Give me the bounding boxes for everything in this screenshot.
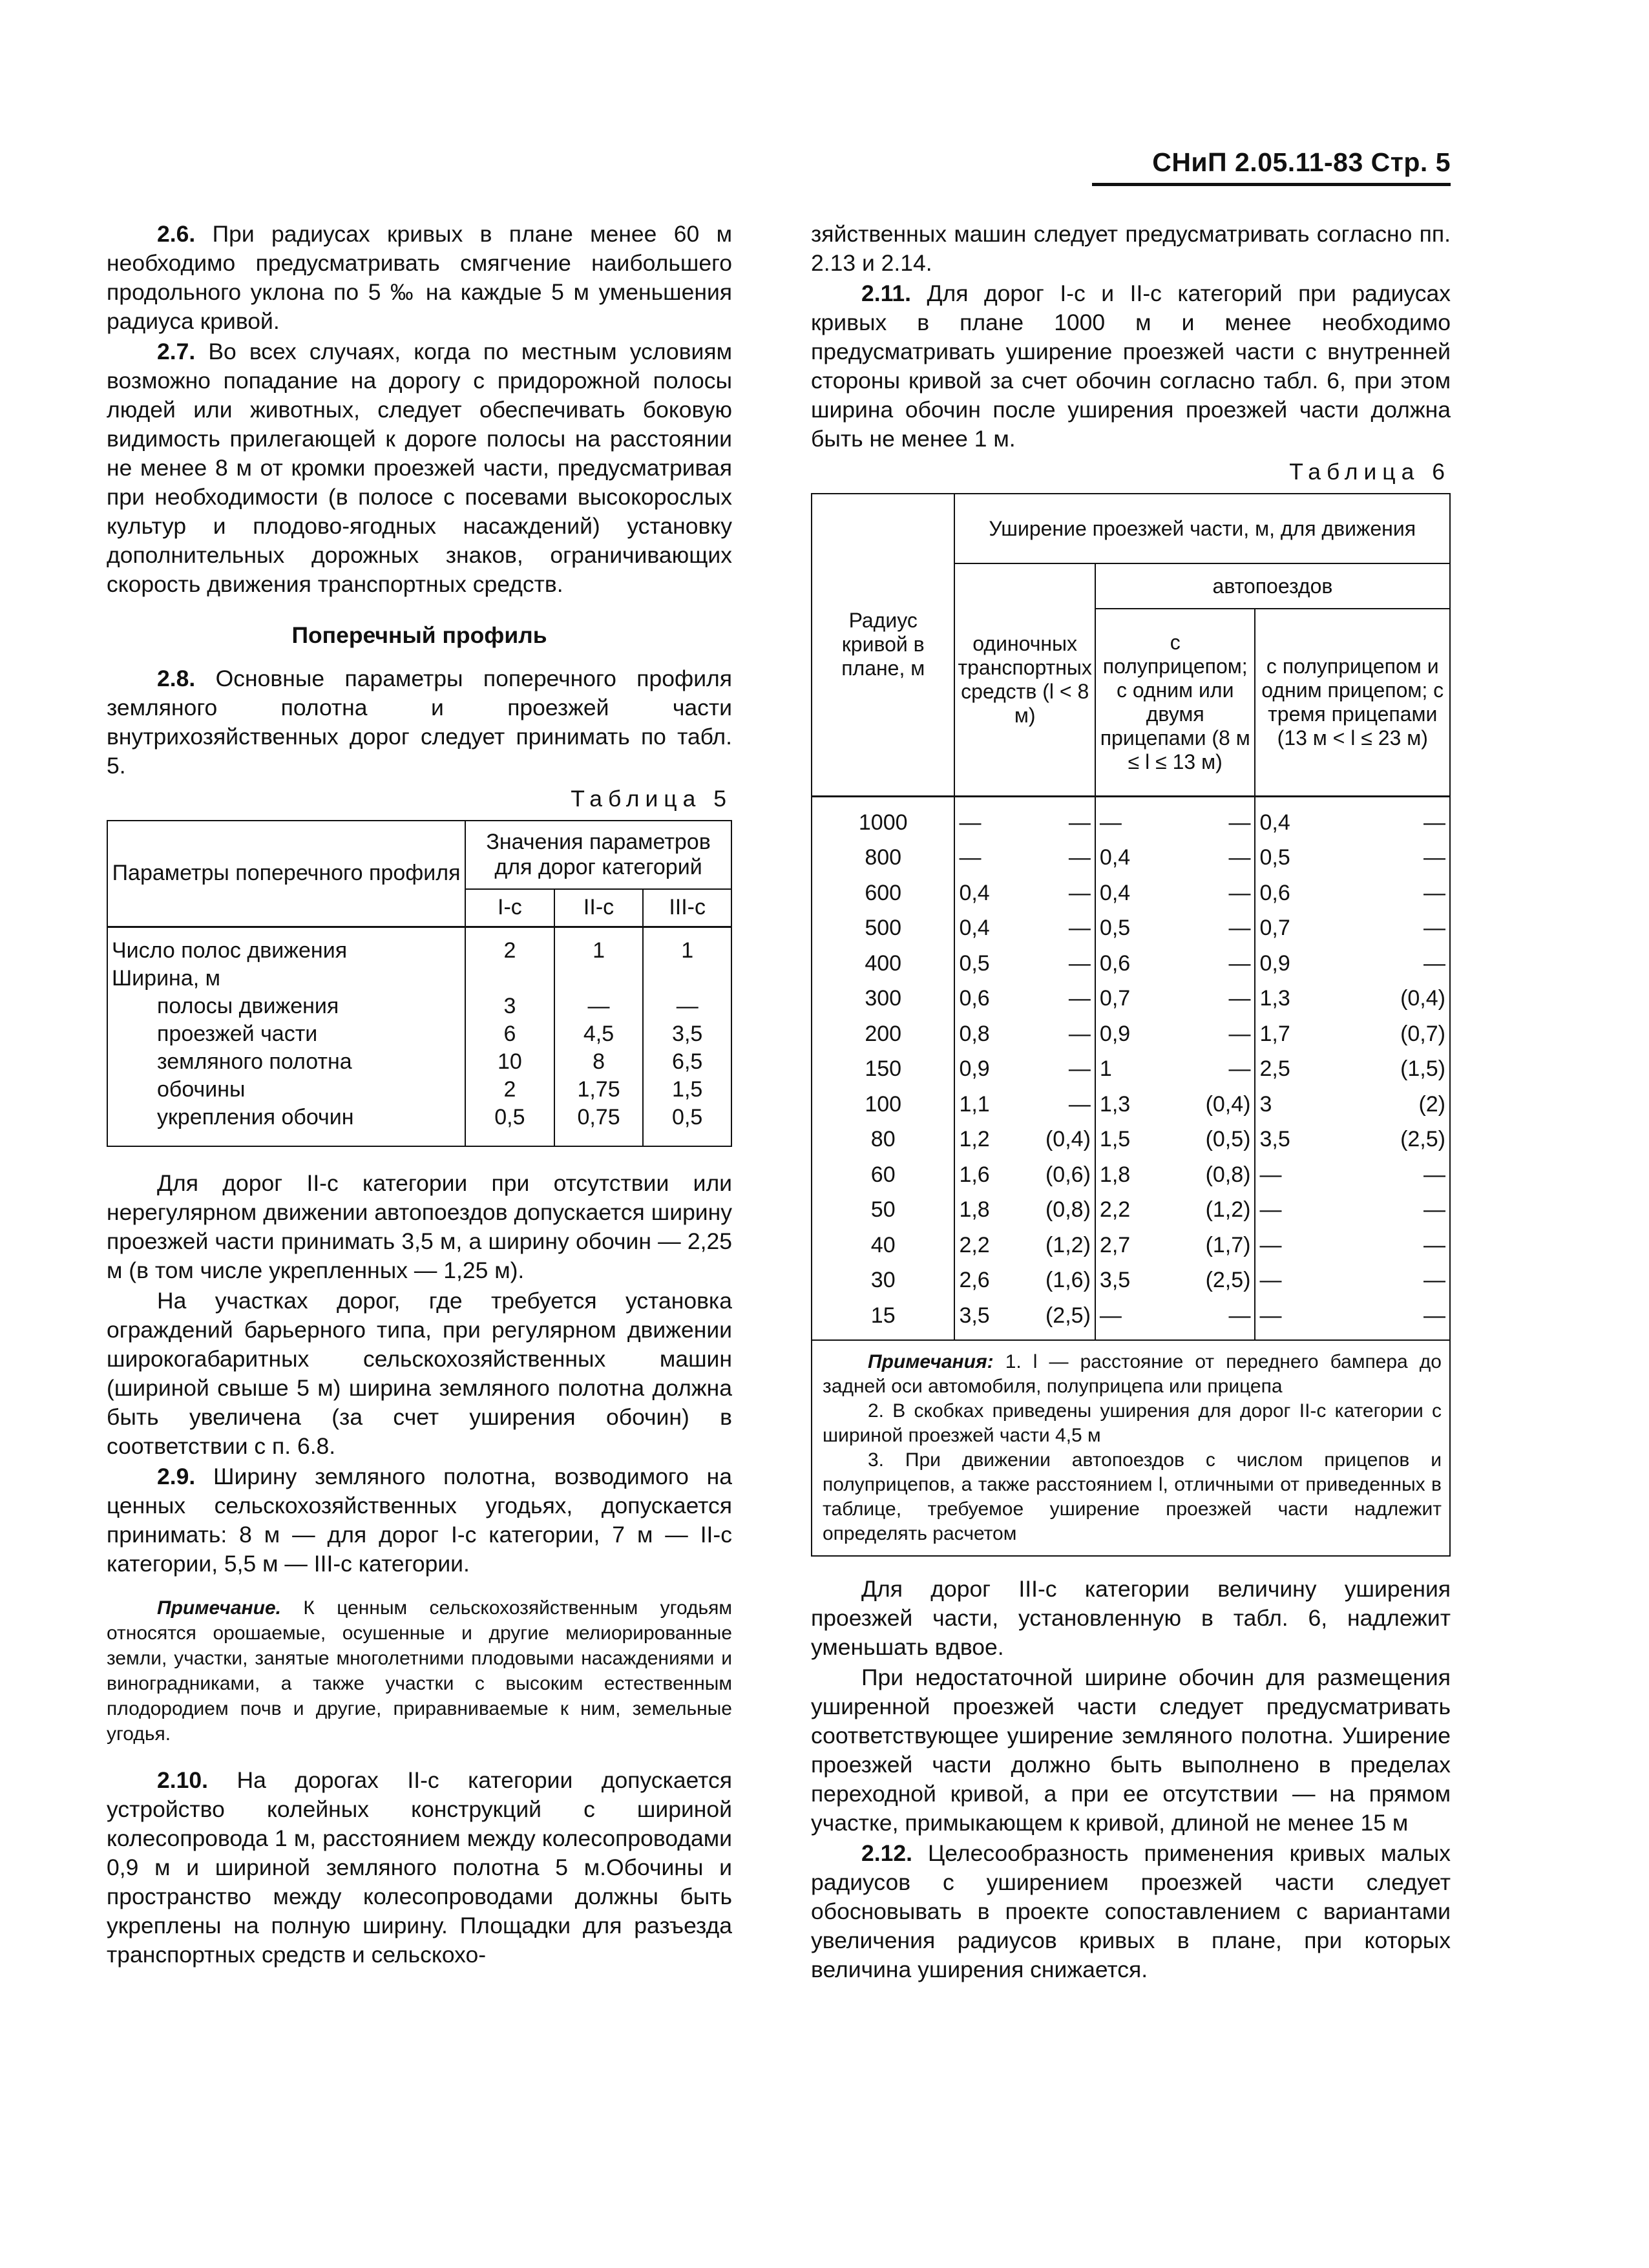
- table-5-value: 2: [503, 1076, 516, 1102]
- table-6-widening-pair: [1259, 1122, 1445, 1157]
- table-6-widening-value-alt: —: [1068, 950, 1091, 976]
- table-5-value: 8: [593, 1049, 605, 1074]
- table-6-widening-value-alt: —: [1423, 880, 1445, 905]
- table-6-widening-pair: [1100, 805, 1251, 841]
- paragraph-2-12: 2.12. Целесообразность применения кривых малых радиусов с уширением проезжей части следует обосновывать в проекте сопоставлением с вариантами увеличения радиусов кривых в плане, при которых величина уширения снижается.: [811, 1840, 1451, 1982]
- table-5-category: III-с: [643, 889, 731, 927]
- table-6-widening-pair: [1259, 1157, 1445, 1193]
- table-6-radius-value: 50: [870, 1197, 896, 1222]
- table-6-widening-pair: [959, 981, 1090, 1016]
- table-6-widening-pair: [1100, 1263, 1251, 1298]
- table-6-widening-value: 2,7: [1099, 1232, 1131, 1257]
- table-6-widening-value: —: [1259, 1303, 1282, 1328]
- clause-number: 2.10.: [157, 1767, 208, 1793]
- table-6-widening-pair: [959, 1016, 1090, 1052]
- table-6-widening-value: —: [1259, 1197, 1282, 1222]
- table-6-widening-value: 1,8: [1099, 1162, 1131, 1187]
- table-6-widening-value-alt: —: [1423, 1162, 1445, 1187]
- table-6-widening-pair: [959, 876, 1090, 911]
- table-6-widening-value: 0,9: [1099, 1021, 1131, 1046]
- table-6-widening-pair: [1100, 910, 1251, 946]
- table-6: [811, 493, 1451, 1557]
- table-5-param-column: [107, 927, 465, 1146]
- paragraph-continuation: зяйственных машин следует предусматривать согласно пп. 2.13 и 2.14.: [811, 221, 1451, 276]
- table-6-widening-value-alt: —: [1228, 880, 1251, 905]
- table-5-header-param: Параметры поперечного профиля: [107, 821, 465, 927]
- table-6-note-1: Примечания: 1. l — расстояние от переднего бампера до задней оси автомобиля, полуприцепа или прицепа: [823, 1351, 1442, 1397]
- table-5-value: —: [587, 993, 610, 1018]
- table-6-widening-value: 0,4: [959, 916, 990, 940]
- table-5-param-label: Ширина, м: [112, 965, 221, 991]
- table-5-value: 0,75: [577, 1104, 620, 1129]
- table-6-widening-value: 0,9: [1259, 950, 1290, 976]
- table-6-widening-value-alt: (0,5): [1205, 1127, 1251, 1151]
- table-6-widening-pair: [1259, 1087, 1445, 1122]
- table-5-header-values: Значения параметров для дорог категорий: [465, 821, 731, 889]
- table-5-value: 2: [503, 938, 516, 963]
- table-6-radius-value: 200: [865, 1021, 902, 1046]
- table-6-header-radius: Радиус кривой в плане, м: [812, 494, 954, 796]
- table-5-value: 6: [503, 1021, 516, 1046]
- table-6-widening-pair: [959, 1263, 1090, 1298]
- table-6-widening-pair: [1259, 981, 1445, 1016]
- clause-number: 2.11.: [861, 280, 911, 306]
- table-6-widening-pair: [959, 840, 1090, 876]
- paragraph-2-6: 2.6. При радиусах кривых в плане менее 60 м необходимо предусматривать смягчение наибольшего продольного уклона по 5 ‰ на каждые 5 м уменьшения радиуса кривой.: [107, 221, 732, 334]
- table-6-header-widening: Уширение проезжей части, м, для движения: [954, 494, 1450, 563]
- table-6-widening-pair: [1100, 1051, 1251, 1087]
- clause-number: 2.9.: [157, 1463, 196, 1489]
- table-5-value: 3: [503, 993, 516, 1018]
- paragraph-2-8: 2.8. Основные параметры поперечного профиля земляного полотна и проезжей части внутрихозяйственных дорог следует принимать по табл. 5.: [107, 666, 732, 779]
- table-6-widening-pair: [1100, 946, 1251, 982]
- table-6-widening-value-alt: —: [1228, 950, 1251, 976]
- table-6-widening-value: 3: [1259, 1091, 1272, 1117]
- right-column: [811, 220, 1451, 1986]
- table-6-radius-value: 500: [865, 916, 902, 940]
- table-6-notes: [812, 1340, 1450, 1556]
- paragraph-2-9: 2.9. Ширину земляного полотна, возводимого на ценных сельскохозяйственных угодьях, допускается принимать: 8 м — для дорог I-с категории, 7 м — II-с категории, 5,5 м — III-с категории.: [107, 1463, 732, 1577]
- table-6-widening-value-alt: —: [1423, 810, 1445, 835]
- table-5-value: 1,5: [672, 1076, 703, 1102]
- table-6-widening-value: 0,4: [959, 880, 990, 905]
- table-5-param-label: полосы движения: [157, 993, 339, 1018]
- table-6-widening-pair: [1100, 1298, 1251, 1334]
- clause-number: 2.12.: [861, 1840, 912, 1866]
- table-6-widening-value: 0,9: [959, 1056, 990, 1081]
- table-6-widening-value-alt: —: [1423, 950, 1445, 976]
- table-6-widening-pair: [1100, 1122, 1251, 1157]
- table-6-widening-value-alt: —: [1423, 1303, 1445, 1328]
- table-5-value-column: [554, 927, 644, 1146]
- clause-number: 2.7.: [157, 339, 196, 364]
- table-6-widening-value-alt: (1,7): [1205, 1232, 1251, 1257]
- table-6-widening-value-alt: —: [1228, 916, 1251, 940]
- table-6-widening-value-alt: —: [1068, 845, 1091, 870]
- table-6-widening-value: 2,2: [1099, 1197, 1131, 1222]
- table-6-widening-value-alt: —: [1068, 1056, 1091, 1081]
- table-6-widening-pair: [1100, 981, 1251, 1016]
- table-6-widening-pair: [1259, 1298, 1445, 1334]
- paragraph-shoulder-width: При недостаточной ширине обочин для размещения уширенной проезжей части следует предусматривать соответствующее уширение земляного полотна. Уширение проезжей части должно быть выполнено в пределах переходной кривой, а при ее отсутствии — на прямом участке, примыкающем к кривой, длиной не менее 15 м: [811, 1664, 1451, 1836]
- table-6-note-3: 3. При движении автопоездов с числом прицепов и полуприцепов, а также расстоянием l, отличными от приведенных в таблице, требуемое уширение проезжей части надлежит определять расчетом: [823, 1449, 1442, 1544]
- table-6-widening-value: 0,5: [1259, 845, 1290, 870]
- table-6-widening-value: 1,6: [959, 1162, 990, 1187]
- table-6-widening-value: —: [1259, 1268, 1282, 1292]
- table-6-widening-value-alt: —: [1228, 1303, 1251, 1328]
- table-6-widening-pair: [1259, 840, 1445, 876]
- table-6-widening-value-alt: (2,5): [1400, 1127, 1445, 1151]
- table-6-widening-pair: [959, 1051, 1090, 1087]
- table-6-widening-value-alt: —: [1423, 1197, 1445, 1222]
- table-6-widening-pair: [1259, 805, 1445, 841]
- paragraph-barrier: На участках дорог, где требуется установка ограждений барьерного типа, при регулярном движении широкогабаритных сельскохозяйственных машин (шириной свыше 5 м) ширина земляного полотна должна быть увеличена (за счет уширения обочин) в соответствии с п. 6.8.: [107, 1287, 732, 1459]
- table-6-widening-pair: [1259, 1192, 1445, 1228]
- table-6-radius-value: 100: [865, 1091, 902, 1117]
- table-6-widening-value: 3,5: [959, 1303, 990, 1328]
- table-6-widening-value: 1,7: [1259, 1021, 1290, 1046]
- table-6-radius-column: [812, 796, 954, 1340]
- table-6-three-trailers-column: [1255, 796, 1450, 1340]
- table-6-widening-value-alt: (0,6): [1045, 1162, 1091, 1187]
- table-6-widening-pair: [959, 1192, 1090, 1228]
- table-5-value: [647, 965, 727, 992]
- table-6-widening-value: 1,3: [1259, 986, 1290, 1011]
- table-6-widening-value-alt: (0,4): [1205, 1091, 1251, 1117]
- table-6-widening-pair: [1259, 876, 1445, 911]
- table-6-widening-pair: [1259, 1228, 1445, 1263]
- table-6-widening-value: 1: [1099, 1056, 1112, 1081]
- table-6-widening-value-alt: —: [1423, 1232, 1445, 1257]
- table-6-widening-value: —: [959, 810, 982, 835]
- table-6-widening-value-alt: —: [1068, 810, 1091, 835]
- table-6-widening-value: 1,1: [959, 1091, 990, 1117]
- table-6-widening-pair: [959, 946, 1090, 982]
- table-6-widening-value-alt: —: [1228, 1021, 1251, 1046]
- table-5-value: 1: [681, 938, 694, 963]
- table-6-widening-value: 0,4: [1099, 880, 1131, 905]
- paragraph-after-table-5: Для дорог II-с категории при отсутствии или нерегулярном движении автопоездов допускается ширину проезжей части принимать 3,5 м, а ширину обочин — 2,25 м (в том числе укрепленных — 1,25 м).: [107, 1170, 732, 1283]
- table-6-widening-value: —: [1259, 1162, 1282, 1187]
- table-5-value: 0,5: [672, 1104, 703, 1129]
- table-6-radius-value: 400: [865, 950, 902, 976]
- table-6-widening-value: —: [1099, 810, 1122, 835]
- table-6-radius-value: 80: [870, 1127, 896, 1151]
- table-5-value: 1,75: [577, 1076, 620, 1102]
- table-6-widening-value: 3,5: [1099, 1268, 1131, 1292]
- table-6-widening-value: 1,2: [959, 1127, 990, 1151]
- paragraph-2-10: 2.10. На дорогах II-с категории допускается устройство колейных конструкций с шириной колесопровода 1 м, расстоянием между колесопроводами 0,9 м и шириной земляного полотна 5 м.Обочины и пространство между колесопроводами должны быть укреплены на полную ширину. Площадки для разъезда транспортных средств и сельскохо-: [107, 1767, 732, 1968]
- table-6-radius-value: 800: [865, 845, 902, 870]
- table-5-value: [559, 965, 639, 992]
- table-6-widening-value-alt: (1,5): [1400, 1056, 1445, 1081]
- table-6-widening-value-alt: —: [1068, 1091, 1091, 1117]
- table-6-widening-value-alt: (1,6): [1045, 1268, 1091, 1292]
- table-6-radius-value: 300: [865, 986, 902, 1011]
- table-6-widening-value-alt: —: [1068, 986, 1091, 1011]
- table-6-widening-value-alt: (0,4): [1400, 986, 1445, 1011]
- table-6-widening-value-alt: —: [1228, 845, 1251, 870]
- table-6-widening-pair: [1100, 876, 1251, 911]
- table-6-radius-value: 600: [865, 880, 902, 905]
- paragraph-2-11: 2.11. Для дорог I-с и II-с категорий при радиусах кривых в плане 1000 м и менее необходимо предусматривать уширение проезжей части с внутренней стороны кривой за счет обочин согласно табл. 6, при этом ширина обочин после уширения проезжей части должна быть не менее 1 м.: [811, 280, 1451, 452]
- table-6-widening-pair: [959, 910, 1090, 946]
- table-6-widening-value-alt: —: [1228, 986, 1251, 1011]
- table-6-widening-value: 0,5: [1099, 916, 1131, 940]
- table-6-widening-value: 2,5: [1259, 1056, 1290, 1081]
- table-5-param-label: Число полос движения: [112, 938, 348, 963]
- table-6-widening-value-alt: —: [1068, 1021, 1091, 1046]
- page-header: СНиП 2.05.11-83 Стр. 5: [1092, 147, 1451, 186]
- table-6-note-2: 2. В скобках приведены уширения для дорог II-с категории с шириной проезжей части 4,5 м: [823, 1400, 1442, 1446]
- table-6-radius-value: 1000: [858, 810, 908, 835]
- table-5-value: 10: [497, 1049, 522, 1074]
- table-6-widening-value-alt: (2,5): [1205, 1268, 1251, 1292]
- table-6-single-column: [954, 796, 1095, 1340]
- table-6-widening-value: —: [959, 845, 982, 870]
- table-6-widening-pair: [1259, 910, 1445, 946]
- table-6-widening-value: 0,6: [1099, 950, 1131, 976]
- table-5-param-label: земляного полотна: [157, 1049, 352, 1074]
- table-6-widening-pair: [1100, 1087, 1251, 1122]
- table-6-header-three-trailers: с полуприцепом и одним прицепом; с тремя прицепами (13 м < l ≤ 23 м): [1255, 609, 1450, 796]
- table-5-param-label: обочины: [157, 1076, 246, 1102]
- table-5: [107, 820, 732, 1147]
- table-6-widening-pair: [1100, 1016, 1251, 1052]
- table-5-category: II-с: [554, 889, 644, 927]
- table-5-value: 3,5: [672, 1021, 703, 1046]
- table-6-widening-value: 0,4: [1259, 810, 1290, 835]
- table-6-header-single: одиночных транспортных средств (l < 8 м): [954, 563, 1095, 796]
- table-5-caption: Таблица 5: [571, 786, 732, 812]
- table-6-widening-value: 0,6: [959, 986, 990, 1011]
- table-6-widening-pair: [959, 1157, 1090, 1193]
- table-6-widening-value: 0,4: [1099, 845, 1131, 870]
- table-5-value-column: [465, 927, 554, 1146]
- table-6-widening-pair: [1100, 840, 1251, 876]
- table-6-widening-value-alt: (2,5): [1045, 1303, 1091, 1328]
- table-6-widening-value-alt: (2): [1418, 1091, 1445, 1117]
- table-6-widening-value-alt: —: [1068, 916, 1091, 940]
- table-5-value: 4,5: [583, 1021, 614, 1046]
- table-6-widening-value-alt: —: [1423, 845, 1445, 870]
- table-6-widening-pair: [1100, 1228, 1251, 1263]
- table-6-widening-value: —: [1099, 1303, 1122, 1328]
- table-6-widening-pair: [959, 805, 1090, 841]
- table-6-header-semitrailer: с полуприцепом; с одним или двумя прицепами (8 м ≤ l ≤ 13 м): [1095, 609, 1255, 796]
- paragraph-2-7: 2.7. Во всех случаях, когда по местным условиям возможно попадание на дорогу с придорожной полосы людей или животных, следует обеспечивать боковую видимость прилегающей к дороге полосы на расстоянии не менее 8 м от кромки проезжей части, предусматривая при необходимости (в полосе с посевами высокорослых культур и плодово-ягодных насаждений) установку дополнительных дорожных знаков, ограничивающих скорость движения транспортных средств.: [107, 339, 732, 597]
- table-6-widening-value: —: [1259, 1232, 1282, 1257]
- table-6-widening-pair: [1259, 1263, 1445, 1298]
- table-6-widening-value: 0,7: [1259, 916, 1290, 940]
- table-5-value-column: [643, 927, 731, 1146]
- clause-number: 2.8.: [157, 666, 196, 691]
- table-5-value: [470, 965, 550, 992]
- table-6-widening-pair: [1259, 1016, 1445, 1052]
- note-valuable-lands: Примечание. К ценным сельскохозяйственным угодьям относятся орошаемые, осушенные и другие мелиорированные земли, участки, занятые многолетними плодовыми насаждениями и виноградниками, а также участки с высоким естественным плодородием почв и другие, приравниваемые к ним, земельные угодья.: [107, 1597, 732, 1745]
- table-5-value: 0,5: [494, 1104, 525, 1129]
- clause-number: 2.6.: [157, 221, 196, 247]
- table-6-widening-pair: [959, 1228, 1090, 1263]
- table-6-radius-value: 150: [865, 1056, 902, 1081]
- table-6-widening-pair: [959, 1087, 1090, 1122]
- note-label: Примечание.: [157, 1597, 281, 1619]
- table-6-widening-pair: [1100, 1192, 1251, 1228]
- table-6-widening-value-alt: (0,8): [1045, 1197, 1091, 1222]
- table-6-header-trains: автопоездов: [1095, 563, 1450, 609]
- table-6-semitrailer-column: [1095, 796, 1255, 1340]
- table-6-widening-pair: [959, 1298, 1090, 1334]
- table-6-widening-pair: [1100, 1157, 1251, 1193]
- table-6-widening-pair: [1259, 1051, 1445, 1087]
- table-5-category: I-с: [465, 889, 554, 927]
- table-5-value: —: [676, 993, 698, 1018]
- table-6-widening-value: 2,2: [959, 1232, 990, 1257]
- table-6-widening-value-alt: —: [1423, 916, 1445, 940]
- table-6-widening-value: 3,5: [1259, 1127, 1290, 1151]
- table-6-radius-value: 40: [870, 1232, 896, 1257]
- table-6-widening-value: 0,7: [1099, 986, 1131, 1011]
- table-6-widening-value: 0,6: [1259, 880, 1290, 905]
- table-6-radius-value: 15: [870, 1303, 896, 1328]
- table-6-widening-value-alt: —: [1228, 810, 1251, 835]
- table-6-radius-value: 60: [870, 1162, 896, 1187]
- table-6-widening-value-alt: —: [1423, 1268, 1445, 1292]
- table-6-widening-pair: [1259, 946, 1445, 982]
- table-5-value: 6,5: [672, 1049, 703, 1074]
- table-6-widening-value-alt: (1,2): [1205, 1197, 1251, 1222]
- table-6-widening-value: 1,3: [1099, 1091, 1131, 1117]
- table-6-widening-value-alt: (0,8): [1205, 1162, 1251, 1187]
- table-6-widening-value-alt: (0,7): [1400, 1021, 1445, 1046]
- table-6-widening-value: 1,8: [959, 1197, 990, 1222]
- table-6-widening-value: 2,6: [959, 1268, 990, 1292]
- table-6-widening-value: 0,8: [959, 1021, 990, 1046]
- left-column: [107, 220, 732, 1971]
- table-6-widening-value-alt: —: [1228, 1056, 1251, 1081]
- table-6-caption: Таблица 6: [1289, 459, 1451, 485]
- table-6-radius-value: 30: [870, 1268, 896, 1292]
- table-5-param-label: укрепления обочин: [157, 1104, 354, 1129]
- table-6-widening-value: 0,5: [959, 950, 990, 976]
- table-6-widening-value-alt: (1,2): [1045, 1232, 1091, 1257]
- paragraph-after-table-6: Для дорог III-с категории величину уширения проезжей части, установленную в табл. 6, надлежит уменьшать вдвое.: [811, 1576, 1451, 1660]
- table-6-widening-pair: [959, 1122, 1090, 1157]
- table-5-param-label: проезжей части: [157, 1021, 318, 1046]
- table-5-value: 1: [593, 938, 605, 963]
- notes-label: Примечания:: [868, 1351, 994, 1372]
- table-6-widening-value-alt: —: [1068, 880, 1091, 905]
- table-6-widening-value-alt: (0,4): [1045, 1127, 1091, 1151]
- table-6-widening-value: 1,5: [1099, 1127, 1131, 1151]
- section-heading: Поперечный профиль: [291, 622, 547, 648]
